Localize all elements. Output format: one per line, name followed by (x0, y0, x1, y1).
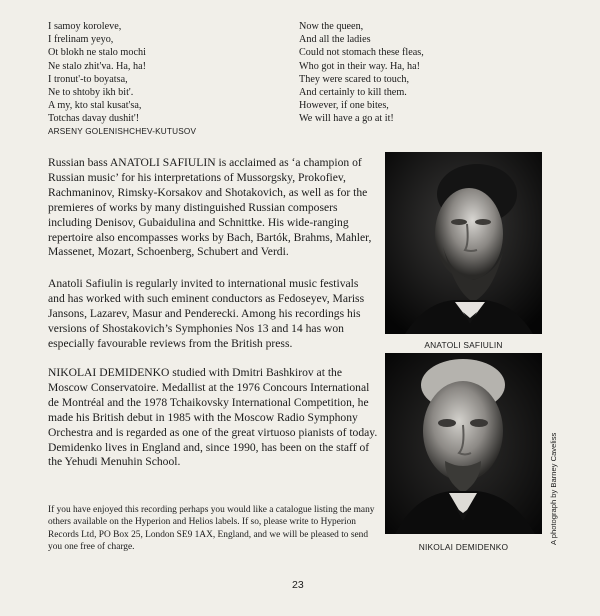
verse-russian (48, 20, 146, 126)
verse-line: Ne to shtoby ikh bit'. (48, 87, 134, 99)
verse-line: Could not stomach these fleas, (299, 47, 424, 59)
verse-line: Ot blokh ne stalo mochi (48, 47, 146, 59)
verse-line: I frelinam yeyo, (48, 34, 114, 46)
verse-translation (299, 20, 424, 126)
portrait-safiulin (385, 152, 542, 334)
verse-line: However, if one bites, (299, 100, 389, 112)
portrait-demidenko (385, 353, 542, 534)
bio-safiulin-paragraph-2: Anatoli Safiulin is regularly invited to international music festivals and has worked with such eminent conductors as Fedoseyev, Mariss Jansons, Lazarev, Masur and Penderecki. Among his recordings his versions of Shostakovich’s Symphonies Nos 13 and 14 has won especially favourable reviews from the British press. (48, 277, 365, 350)
bio-safiulin-paragraph: Russian bass ANATOLI SAFIULIN is acclaimed as ‘a champion of Russian music’ for his interpretations of Mussorgsky, Prokofiev, Rachmaninov, Rimsky-Korsakov and Shotakovich, as well as for the premieres of works by many distinguished Russian composers including Denisov, Gubaidulina and Schnittke. His wide-ranging repertoire also encompasses works by Bach, Bartók, Brahms, Mahler, Massenet, Mozart, Schoenberg, Schubert and Verdi. (48, 156, 372, 259)
verse-line: And certainly to kill them. (299, 87, 407, 99)
catalogue-note: If you have enjoyed this recording perhaps you would like a catalogue listing the many others available on the Hyperion and Helios labels. If so, please write to Hyperion Records Ltd, PO Box 25, London SE9 1AX, England, and we will be pleased to send you one free of charge. (48, 505, 375, 553)
verse-line: Now the queen, (299, 21, 364, 32)
bio-demidenko-paragraph: NIKOLAI DEMIDENKO studied with Dmitri Bashkirov at the Moscow Conservatoire. Medallist at the 1976 Concours International de Montréal and the 1978 Tchaikovsky International Competition, he made his British debut in 1985 with the Moscow Radio Symphony Orchestra and is regarded as one of the great virtuoso pianists of today. Demidenko lives in England and, since 1990, has been on the staff of the Yehudi Menuhin School. (48, 366, 378, 469)
verse-line: I tronut'-to boyatsa, (48, 73, 128, 85)
portrait-demidenko-image (385, 353, 542, 534)
verse-line: Ne stalo zhit'va. Ha, ha! (48, 60, 147, 72)
verse-author: ARSENY GOLENISHCHEV-KUTUSOV (48, 127, 197, 136)
verse-line: We will have a go at it! (299, 113, 394, 125)
caption-safiulin: ANATOLI SAFIULIN (424, 340, 503, 350)
portrait-safiulin-image (385, 152, 542, 334)
verse-line: And all the ladies (299, 34, 371, 46)
page-number: 23 (292, 579, 304, 591)
verse-line: They were scared to touch, (299, 73, 410, 85)
verse-line: Totchas davay dushit'! (48, 113, 140, 125)
verse-line: A my, kto stal kusat'sa, (48, 100, 142, 112)
verse-line: Who got in their way. Ha, ha! (299, 60, 420, 72)
photo-credit: A photograph by Barney Caveliss (549, 432, 558, 545)
caption-demidenko: NIKOLAI DEMIDENKO (418, 542, 509, 552)
verse-line: I samoy koroleve, (48, 21, 122, 32)
